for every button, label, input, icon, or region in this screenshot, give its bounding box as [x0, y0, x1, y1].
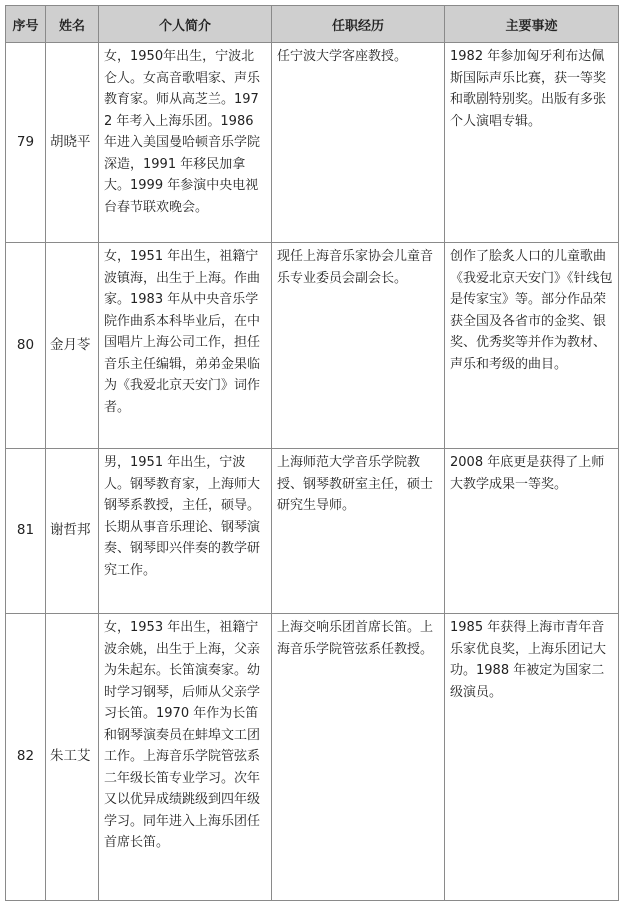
row-positions: 上海师范大学音乐学院教授、钢琴教研室主任，硕士研究生导师。: [272, 449, 445, 614]
row-profile: 女，1953 年出生，祖籍宁波余姚，出生于上海，父亲为朱起东。长笛演奏家。幼时学习钢琴，后师从父亲学习长笛。1970 年作为长笛和钢琴演奏员在蚌埠文工团工作。上海音乐学院管弦系二年级长笛专业学习。次年又以优异成绩跳级到四年级学习。同年进入上海乐团任首席长笛。: [99, 614, 272, 901]
profiles-table: [5, 5, 619, 901]
row-number: 80: [6, 243, 46, 449]
row-achievements: 创作了脍炙人口的儿童歌曲《我爱北京天安门》《针线包是传家宝》等。部分作品荣获全国及各省市的金奖、银奖、优秀奖等并作为教材、声乐和考级的曲目。: [445, 243, 619, 449]
row-name: 谢哲邦: [46, 449, 99, 614]
row-profile: 女，1951 年出生，祖籍宁波镇海，出生于上海。作曲家。1983 年从中央音乐学院作曲系本科毕业后，在中国唱片上海公司工作，担任音乐主任编辑，弟弟金果临为《我爱北京天安门》词作者。: [99, 243, 272, 449]
header-row: [6, 6, 619, 43]
row-name: 朱工艾: [46, 614, 99, 901]
table-row: [6, 243, 619, 449]
row-number: 79: [6, 43, 46, 243]
header-positions: 任职经历: [272, 6, 445, 43]
row-name: 金月苓: [46, 243, 99, 449]
row-name: 胡晓平: [46, 43, 99, 243]
table-row: [6, 614, 619, 901]
row-positions: 现任上海音乐家协会儿童音乐专业委员会副会长。: [272, 243, 445, 449]
row-profile: 男，1951 年出生，宁波人。钢琴教育家，上海师大钢琴系教授，主任，硕导。长期从事音乐理论、钢琴演奏、钢琴即兴伴奏的教学研究工作。: [99, 449, 272, 614]
row-positions: 上海交响乐团首席长笛。上海音乐学院管弦系任教授。: [272, 614, 445, 901]
row-achievements: 1985 年获得上海市青年音乐家优良奖，上海乐团记大功。1988 年被定为国家二级演员。: [445, 614, 619, 901]
row-number: 81: [6, 449, 46, 614]
table-row: [6, 43, 619, 243]
row-positions: 任宁波大学客座教授。: [272, 43, 445, 243]
row-number: 82: [6, 614, 46, 901]
header-number: 序号: [6, 6, 46, 43]
row-achievements: 1982 年参加匈牙利布达佩斯国际声乐比赛，获一等奖和歌剧特别奖。出版有多张个人演唱专辑。: [445, 43, 619, 243]
table-row: [6, 449, 619, 614]
header-profile: 个人简介: [99, 6, 272, 43]
header-name: 姓名: [46, 6, 99, 43]
row-achievements: 2008 年底更是获得了上师大教学成果一等奖。: [445, 449, 619, 614]
row-profile: 女，1950年出生，宁波北仑人。女高音歌唱家、声乐教育家。师从高芝兰。1972 年考入上海乐团。1986 年进入美国曼哈顿音乐学院深造，1991 年移民加拿大。1999 年参演中央电视台春节联欢晚会。: [99, 43, 272, 243]
header-achievements: 主要事迹: [445, 6, 619, 43]
